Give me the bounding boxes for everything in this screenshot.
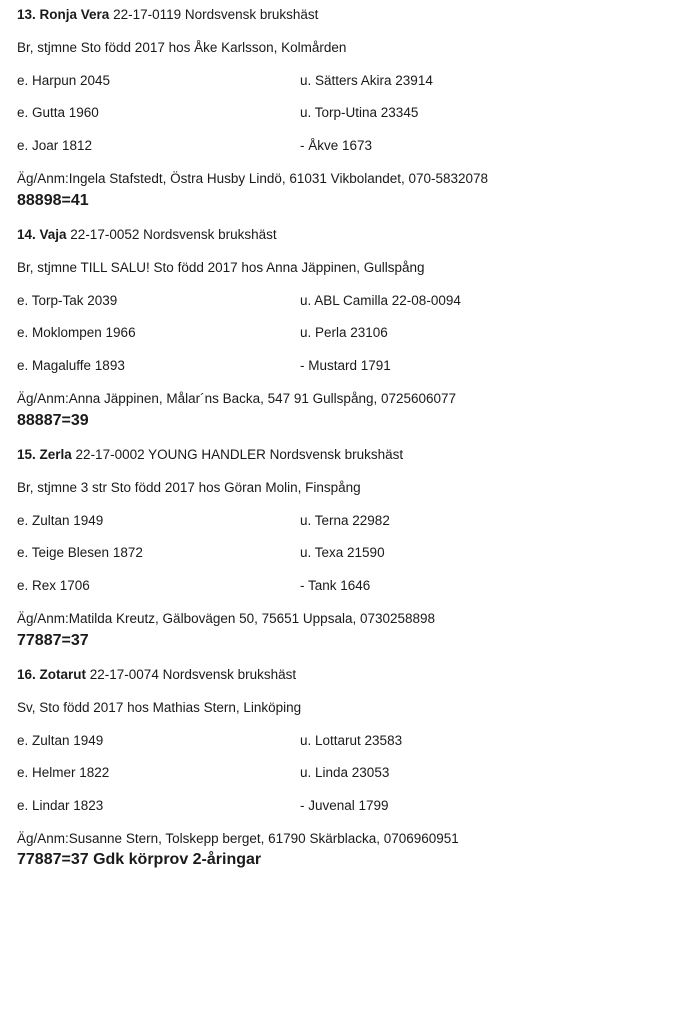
owner-info: Äg/Anm:Matilda Kreutz, Gälbovägen 50, 75651 Uppsala, 0730258898 — [17, 611, 436, 626]
pedigree-sire: e. Lindar 1823 — [17, 798, 104, 813]
owner-info: Äg/Anm:Anna Jäppinen, Målar´ns Backa, 547 91 Gullspång, 0725606077 — [17, 391, 457, 406]
entry-heading — [17, 666, 296, 684]
pedigree-row — [17, 137, 92, 155]
pedigree-dam: u. Sätters Akira 23914 — [300, 73, 433, 88]
entry-id-breed: 22-17-0052 Nordsvensk brukshäst — [66, 227, 277, 242]
pedigree-sire: e. Teige Blesen 1872 — [17, 545, 143, 560]
pedigree-sire: e. Torp-Tak 2039 — [17, 293, 118, 308]
pedigree-dam: u. Torp-Utina 23345 — [300, 105, 419, 120]
pedigree-sire: e. Gutta 1960 — [17, 105, 99, 120]
pedigree-row — [17, 732, 103, 750]
entry-description: Br, stjmne 3 str Sto född 2017 hos Göran Molin, Finspång — [17, 480, 361, 495]
pedigree-dam: - Åkve 1673 — [300, 138, 373, 153]
pedigree-row — [17, 357, 125, 375]
score: 88898=41 — [17, 192, 89, 209]
entry-heading — [17, 6, 318, 24]
pedigree-sire: e. Harpun 2045 — [17, 73, 111, 88]
pedigree-dam: u. Perla 23106 — [300, 325, 388, 340]
entry-number-name: 15. Zerla — [17, 447, 72, 462]
score: 77887=37 Gdk körprov 2-åringar — [17, 851, 262, 868]
entry-number-name: 13. Ronja Vera — [17, 7, 110, 22]
pedigree-row — [17, 324, 136, 342]
owner-info: Äg/Anm:Susanne Stern, Tolskepp berget, 61790 Skärblacka, 0706960951 — [17, 831, 459, 846]
pedigree-sire: e. Zultan 1949 — [17, 513, 104, 528]
pedigree-row — [17, 544, 143, 562]
pedigree-dam: - Mustard 1791 — [300, 358, 391, 373]
pedigree-dam: - Tank 1646 — [300, 578, 371, 593]
score: 88887=39 — [17, 412, 89, 429]
pedigree-sire: e. Rex 1706 — [17, 578, 90, 593]
owner-info: Äg/Anm:Ingela Stafstedt, Östra Husby Lindö, 61031 Vikbolandet, 070-5832078 — [17, 171, 489, 186]
entry-id-breed: 22-17-0119 Nordsvensk brukshäst — [109, 7, 319, 22]
pedigree-row — [17, 512, 103, 530]
pedigree-dam: u. Linda 23053 — [300, 765, 390, 780]
pedigree-sire: e. Magaluffe 1893 — [17, 358, 125, 373]
entry-id-breed: 22-17-0074 Nordsvensk brukshäst — [86, 667, 297, 682]
entry-number-name: 14. Vaja — [17, 227, 67, 242]
pedigree-sire: e. Zultan 1949 — [17, 733, 104, 748]
pedigree-row — [17, 797, 103, 815]
pedigree-dam: u. Lottarut 23583 — [300, 733, 403, 748]
entry-number-name: 16. Zotarut — [17, 667, 87, 682]
pedigree-dam: u. ABL Camilla 22-08-0094 — [300, 293, 461, 308]
pedigree-dam: u. Terna 22982 — [300, 513, 390, 528]
entry-heading — [17, 226, 277, 244]
entry-id-breed: 22-17-0002 YOUNG HANDLER Nordsvensk brukshäst — [71, 447, 404, 462]
pedigree-row — [17, 292, 117, 310]
entry-description: Sv, Sto född 2017 hos Mathias Stern, Linköping — [17, 700, 302, 715]
pedigree-sire: e. Moklompen 1966 — [17, 325, 136, 340]
pedigree-row — [17, 764, 109, 782]
pedigree-sire: e. Helmer 1822 — [17, 765, 110, 780]
score: 77887=37 — [17, 632, 89, 649]
entry-description: Br, stjmne TILL SALU! Sto född 2017 hos Anna Jäppinen, Gullspång — [17, 260, 425, 275]
entry-heading — [17, 446, 403, 464]
pedigree-dam: - Juvenal 1799 — [300, 798, 389, 813]
pedigree-row — [17, 104, 99, 122]
pedigree-row — [17, 72, 110, 90]
pedigree-sire: e. Joar 1812 — [17, 138, 93, 153]
pedigree-row — [17, 577, 90, 595]
entry-description: Br, stjmne Sto född 2017 hos Åke Karlsson, Kolmården — [17, 40, 347, 55]
pedigree-dam: u. Texa 21590 — [300, 545, 385, 560]
